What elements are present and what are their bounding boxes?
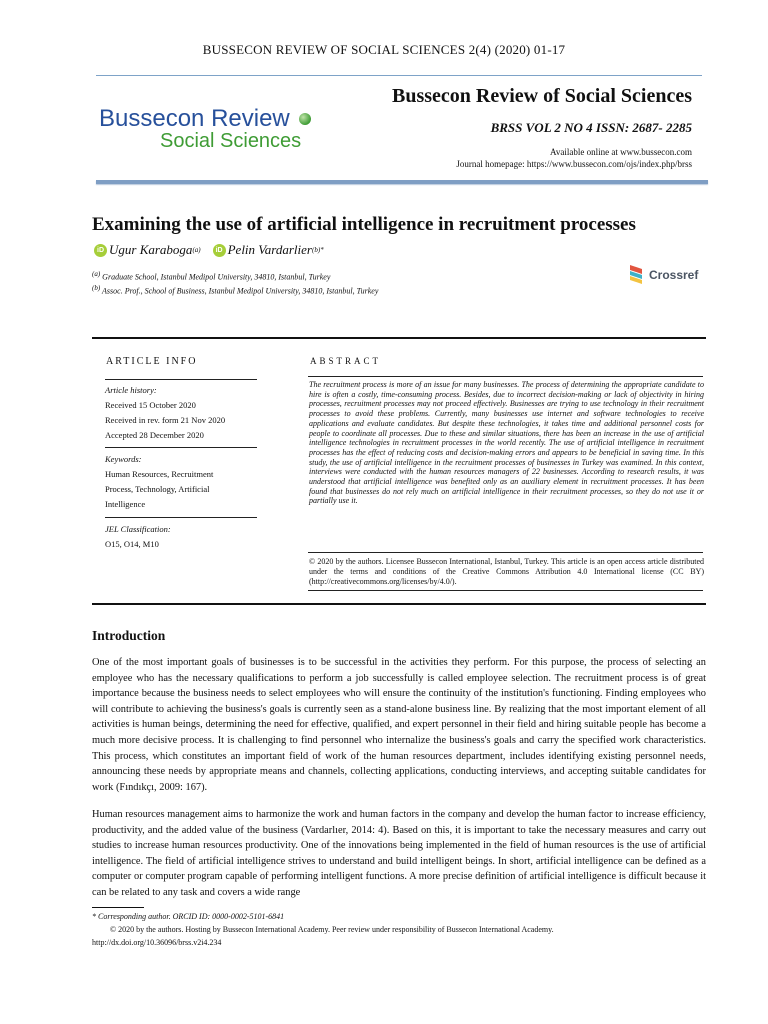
author-list <box>94 242 324 258</box>
author-sup: (a) <box>192 246 201 254</box>
article-info-heading: ARTICLE INFO <box>106 356 198 367</box>
article-history <box>105 383 265 443</box>
info-rule <box>105 379 257 380</box>
history-item: Received 15 October 2020 <box>105 400 196 410</box>
crossref-badge[interactable] <box>628 262 710 288</box>
affiliation-b <box>92 284 378 296</box>
keywords <box>105 452 265 512</box>
info-rule <box>105 517 257 518</box>
body-paragraph: One of the most important goals of businesses is to be successful in the activities they perform. For this purpose, the process of selecting an employee who has the necessary qualifications to perform a job successfully is called employee selection. The recruitment process is of great importance because the business needs to select employees who will ensure the continuity of the institution's functioning. Finding employees who will contribute to achieving the business's goals is currently seen as a stand-alone business line. By realizing that the most important element of all activities is human beings, determining the need for effective, qualified, and expert personnel in their field and hiring suitable people has become a much more decisive process. It is challenging to find personnel who internalize the business's goals and carry the specified work characteristics. This process, which constitutes an important field of work of the human resources department, includes identifying existing personnel needs, announcing these needs by appropriate means and channels, collecting applications, conducting interviews, and accepting suitable candidates for work (Fındıkçı, 2009: 167). <box>92 657 706 793</box>
available-online-link[interactable]: Available online at www.bussecon.com <box>550 147 692 157</box>
history-label: Article history: <box>105 385 157 395</box>
affiliation-text: Assoc. Prof., School of Business, Istanbul Medipol University, 34810, Istanbul, Turkey <box>102 286 379 296</box>
keywords-line: Process, Technology, Artificial <box>105 484 210 494</box>
journal-links <box>456 146 692 170</box>
affiliation-a <box>92 270 330 282</box>
abstract-rule <box>308 552 703 553</box>
journal-volume-issn: BRSS VOL 2 NO 4 ISSN: 2687- 2285 <box>490 120 692 135</box>
body-paragraph: Human resources management aims to harmonize the work and human factors in the company and develop the human factor to increase efficiency, productivity, and the added value of the business (Vardarlıer, 2014: 4). Based on this, it is important to take the necessary measures and carry out studies to increase human resources productivity. One of the innovations being implemented in the field of human resources is the use of artificial intelligence. The field of artificial intelligence strives to understand and build intelligent beings. In short, artificial intelligence can be defined as a computer or computer program capable of performing intelligent functions. A more precise definition of artificial intelligence is difficult because it can be related to any task and covers a wide range <box>92 809 706 898</box>
logo-line1: Bussecon Review <box>99 105 290 132</box>
corresponding-author-note: * Corresponding author. ORCID ID: 0000-0002-5101-6841 <box>92 912 285 921</box>
doi-link[interactable]: http://dx.doi.org/10.36096/brss.v2i4.234 <box>92 938 222 947</box>
section-heading: Introduction <box>92 628 166 643</box>
history-item: Received in rev. form 21 Nov 2020 <box>105 415 226 425</box>
keywords-line: Intelligence <box>105 499 146 509</box>
info-bottom-rule <box>92 603 706 605</box>
keywords-line: Human Resources, Recruitment <box>105 469 214 479</box>
abstract-rule <box>308 376 703 377</box>
masthead-divider <box>96 180 708 184</box>
orcid-icon[interactable]: iD <box>94 244 107 257</box>
affiliation-sup: (a) <box>92 270 101 278</box>
logo-globe-icon <box>299 113 311 125</box>
header-divider <box>96 75 702 76</box>
history-item: Accepted 28 December 2020 <box>105 430 204 440</box>
jel-classification <box>105 522 265 552</box>
affiliation-text: Graduate School, Istanbul Medipol University, 34810, Istanbul, Turkey <box>102 272 331 282</box>
info-top-rule <box>92 337 706 339</box>
affiliation-sup: (b) <box>92 284 101 292</box>
journal-logo <box>97 105 327 155</box>
author-name: Ugur Karaboga <box>109 242 193 257</box>
info-rule <box>105 447 257 448</box>
abstract-text: The recruitment process is more of an issue for many businesses. The process of determining the appropriate candidate to hire is often a costly, time-consuming process. Besides, due to incorrect decision-making or lack of objectivity in hiring processes, recruitment processes may not proceed effectively. Businesses are trying to use technology in their recruitment processes to avoid these problems. Currently, many businesses use internet and software technologies to receive applications and evaluate candidates. But despite these technologies, it takes time and additional personnel costs for people to coordinate all processes. Due to these and similar situations, there has been an increase in the use of artificial intelligence technologies in recruitment processes in the world recently. The use of artificial intelligence in recruitment processes has the effect of reducing costs and decision-making errors and appears to be beneficial in saving time. In this study, the use of artificial intelligence in the recruitment processes of businesses in Turkey was examined. In this context, interviews were conducted with the human resources managers of 22 businesses. According to research results, it was understood that artificial intelligence was benefited only as an auxiliary element in recruitment processes. It has been found that businesses do not rely much on artificial intelligence in their recruitment processes, so they do not use it or partially use it. <box>309 380 704 506</box>
logo-line2: Social Sciences <box>160 130 302 152</box>
abstract-rule <box>308 590 703 591</box>
running-head: BUSSECON REVIEW OF SOCIAL SCIENCES 2(4) (2020) 01-17 <box>202 42 566 57</box>
jel-label: JEL Classification: <box>105 524 171 534</box>
crossref-icon <box>628 263 646 285</box>
journal-title: Bussecon Review of Social Sciences <box>392 85 692 107</box>
jel-codes: O15, O14, M10 <box>105 539 159 549</box>
keywords-label: Keywords: <box>105 454 142 464</box>
crossref-label: Crossref <box>649 268 699 282</box>
author-sup: (b)* <box>311 246 324 254</box>
abstract-heading: ABSTRACT <box>310 356 382 366</box>
orcid-icon[interactable]: iD <box>213 244 226 257</box>
footnote-rule <box>92 907 144 908</box>
license-notice: © 2020 by the authors. Licensee Bussecon International, Istanbul, Turkey. This article is an open access article distributed under the terms and conditions of the Creative Commons Attribution 4.0 International license (CC BY) (http://creativecommons.org/licenses/by/4.0/). <box>309 557 704 586</box>
author-name: Pelin Vardarlier <box>227 242 312 257</box>
journal-homepage-link[interactable]: Journal homepage: https://www.bussecon.com/ojs/index.php/brss <box>456 159 692 169</box>
article-title: Examining the use of artificial intelligence in recruitment processes <box>92 214 636 235</box>
hosting-note: © 2020 by the authors. Hosting by Bussecon International Academy. Peer review under responsibility of Bussecon International Academy. <box>110 925 554 934</box>
